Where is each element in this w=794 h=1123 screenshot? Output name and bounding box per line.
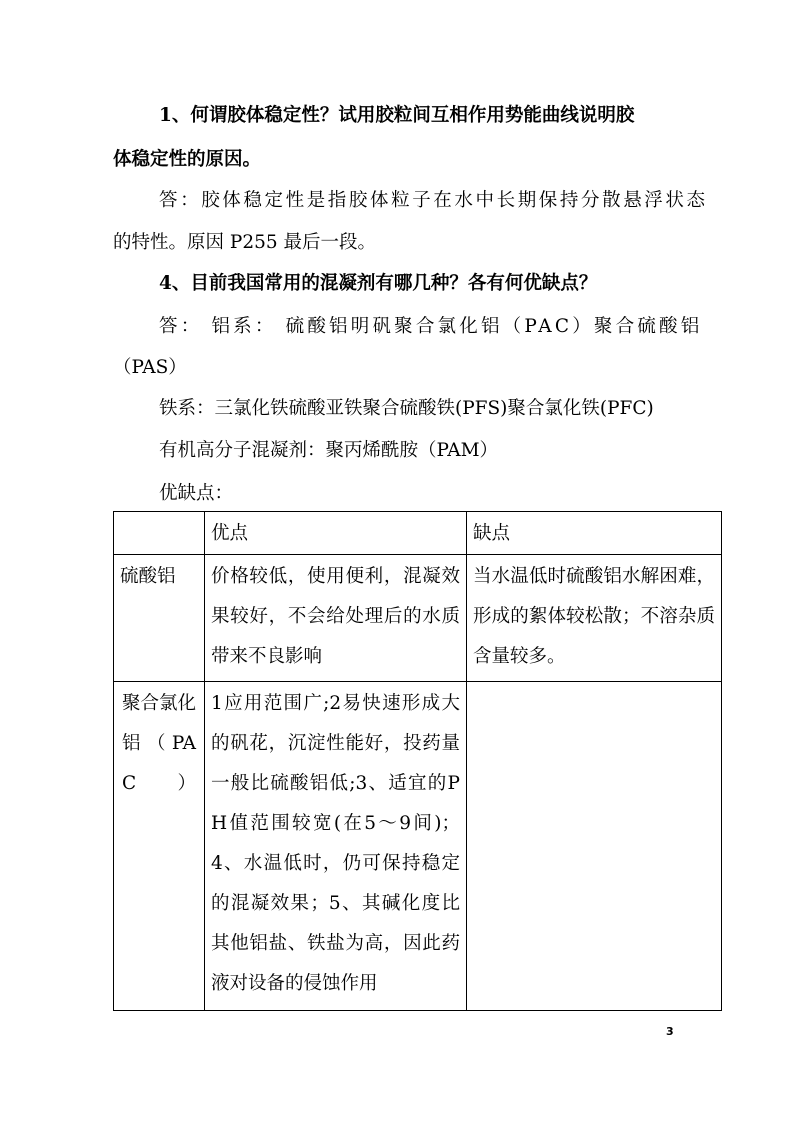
row-cons-cell [467, 682, 722, 1011]
row-cons-cell: 当水温低时硫酸铝水解困难，形成的絮体较松散；不溶杂质含量较多。 [467, 555, 722, 682]
table-row [114, 555, 722, 682]
page-number: 3 [666, 1025, 674, 1038]
q4-pros-cons-label: 优缺点： [159, 483, 234, 504]
q4-answer-line2: （PAS） [113, 357, 187, 378]
row-name-cell: 硫酸铝 [114, 555, 205, 682]
table-row [114, 682, 722, 1011]
table-header-row [114, 512, 722, 555]
q1-answer-line2: 的特性。原因 P255 最后一段。 [113, 232, 377, 253]
header-cell-pros: 优点 [205, 512, 467, 555]
q4-iron-line: 铁系：三氯化铁硫酸亚铁聚合硫酸铁(PFS)聚合氯化铁(PFC) [159, 398, 654, 419]
q1-title-line2: 体稳定性的原因。 [113, 149, 262, 170]
row-pros-cell: 1应用范围广;2易快速形成大的矾花，沉淀性能好，投药量一般比硫酸铝低;3、适宜的PH值范围较宽(在5～9间)；4、水温低时，仍可保持稳定的混凝效果；5、其碱化度比其他铝盐、铁盐为高，因此药液对设备的侵蚀作用 [205, 682, 467, 1011]
header-cell-cons: 缺点 [467, 512, 722, 555]
q1-answer-line1: 答：胶体稳定性是指胶体粒子在水中长期保持分散悬浮状态 [159, 190, 708, 211]
row-pros-cell: 价格较低，使用便利，混凝效果较好，不会给处理后的水质带来不良影响 [205, 555, 467, 682]
row-name-cell: 聚合氯化铝（PAC） [114, 682, 205, 1011]
pros-cons-table [113, 511, 722, 1011]
header-cell-empty [114, 512, 205, 555]
q4-organic-line: 有机高分子混凝剂：聚丙烯酰胺（PAM） [159, 440, 499, 461]
q1-title-line1: 1、何谓胶体稳定性？试用胶粒间互相作用势能曲线说明胶 [159, 105, 635, 126]
q4-answer-line1: 答： 铝系： 硫酸铝明矾聚合氯化铝（PAC）聚合硫酸铝 [159, 316, 703, 337]
q4-title: 4、目前我国常用的混凝剂有哪几种？各有何优缺点？ [159, 273, 598, 294]
